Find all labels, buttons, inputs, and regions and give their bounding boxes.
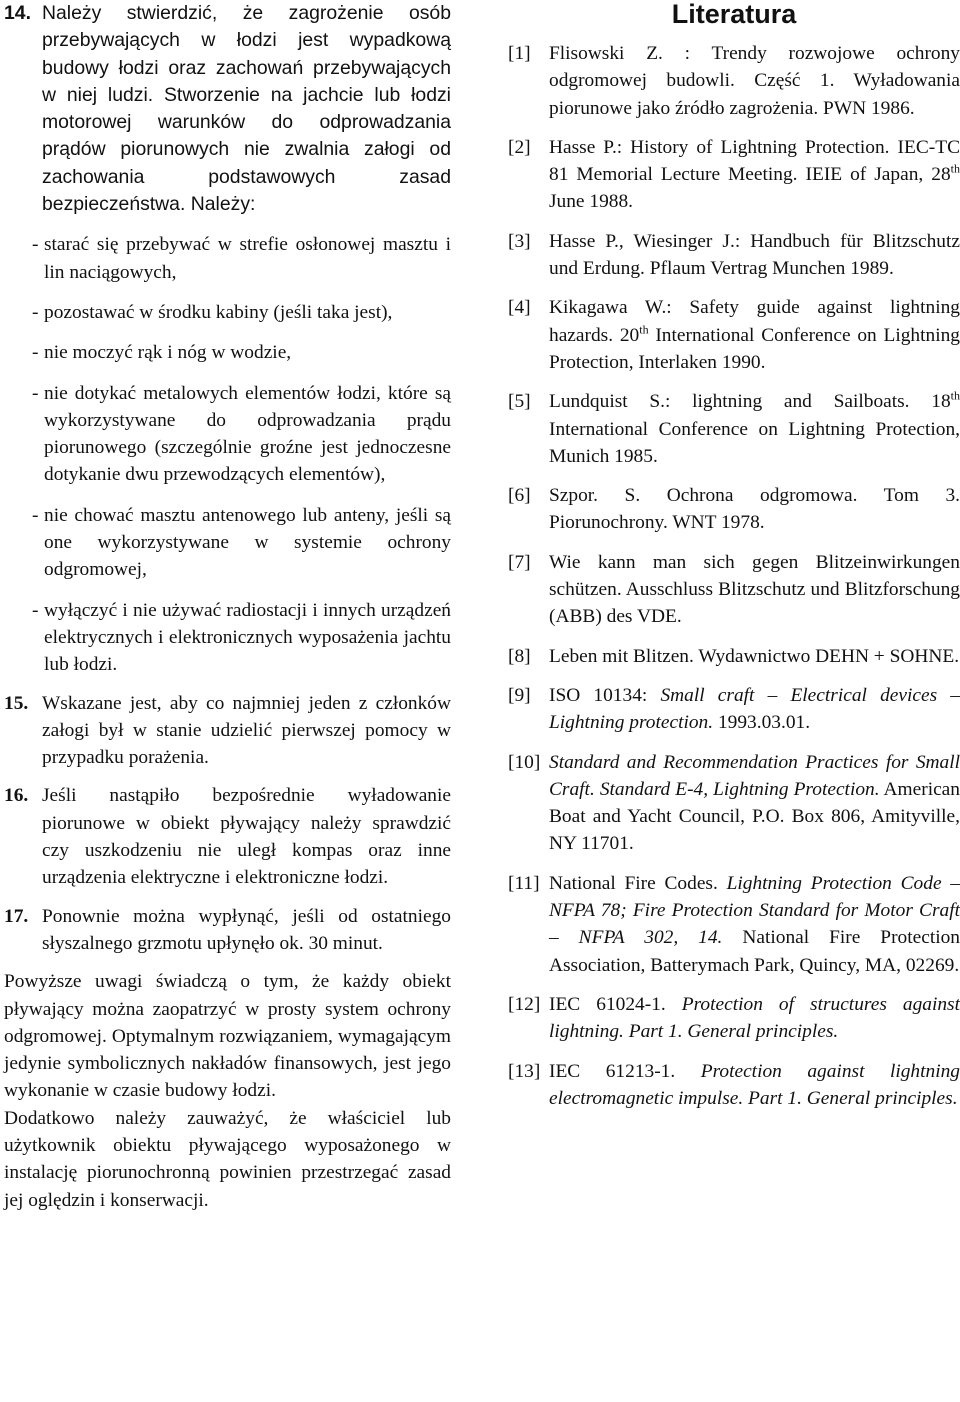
item-15: [4, 690, 451, 772]
bullet-dash: -: [32, 382, 39, 404]
reference-number: [3]: [508, 230, 531, 252]
reference-item: [508, 294, 960, 376]
reference-item: [508, 870, 960, 979]
reference-sup: th: [639, 322, 649, 337]
bullet-list: [4, 231, 451, 678]
reference-sup: th: [950, 388, 960, 403]
reference-text: [549, 228, 960, 283]
reference-text: [549, 749, 960, 858]
reference-number: [13]: [508, 1060, 541, 1082]
reference-number: [9]: [508, 684, 531, 706]
reference-item: [508, 749, 960, 858]
reference-text: Flisowski Z. : Trendy rozwojowe ochrony odgromowej budowli. Część 1. Wyładowania piorunowe jako źródło zagrożenia. PWN 1986.: [549, 43, 960, 119]
item-15-text: Wskazane jest, aby co najmniej jeden z członków załogi był w stanie udzielić pierwszej pomocy w przypadku porażenia.: [42, 692, 451, 769]
reference-italic: Protection against lightning electromagnetic impulse. Part 1. General principles.: [549, 1060, 960, 1109]
reference-text: IEC 61024-1.: [549, 993, 682, 1015]
reference-text: [549, 682, 960, 737]
reference-item: [508, 1058, 960, 1113]
reference-text: [549, 870, 960, 979]
paragraph-summary: Powyższe uwagi świadczą o tym, że każdy obiekt pływający można zaopatrzyć w prosty system ochrony odgromowej. Optymalnym rozwiązaniem, wymagającym jedynie symbolicznych nakładów finansowych, jest jego wykonanie w czasie budowy łodzi.: [4, 971, 451, 1102]
bullet-item: [4, 231, 451, 286]
item-15-number: 15.: [4, 692, 29, 714]
bullet-dash: -: [32, 234, 39, 256]
reference-item: [508, 40, 960, 122]
reference-text: [549, 991, 960, 1046]
reference-text: [549, 643, 960, 670]
reference-text-after: International Conference on Lightning Protection, Interlaken 1990.: [549, 324, 960, 373]
reference-italic: Small craft – Electrical devices – Lightning protection.: [549, 684, 960, 734]
reference-text: IEC 61213-1.: [549, 1060, 701, 1082]
reference-italic: Protection of structures against lightning. Part 1. General principles.: [549, 993, 960, 1043]
item-17: [4, 903, 451, 958]
reference-text: Leben mit Blitzen. Wydawnictwo DEHN + SOHNE.: [549, 645, 960, 667]
reference-number: [5]: [508, 391, 531, 413]
bullet-item: [4, 597, 451, 679]
bullet-dash: -: [32, 504, 39, 526]
bullet-text: nie chować masztu antenowego lub anteny, jeśli są one wykorzystywane w systemie ochrony odgromowej,: [44, 504, 451, 581]
item-14-number: 14.: [4, 2, 31, 24]
reference-text-after: International Conference on Lightning Protection, Munich 1985.: [549, 418, 960, 467]
reference-number: [2]: [508, 136, 531, 158]
reference-text-after: 1993.03.01.: [713, 712, 811, 734]
reference-text: ISO 10134:: [549, 684, 661, 706]
reference-number: [6]: [508, 485, 531, 507]
reference-number: [4]: [508, 297, 531, 319]
reference-text: [549, 40, 960, 122]
reference-item: [508, 134, 960, 216]
reference-item: [508, 388, 960, 470]
reference-text: Hasse P.: History of Lightning Protection. IEC-TC 81 Memorial Lecture Meeting. IEIE of Japan, 28: [549, 136, 960, 186]
reference-item: [508, 482, 960, 537]
bullet-text: nie dotykać metalowych elementów łodzi, które są wykorzystywane do odprowadzania prądu piorunowego (szczególnie groźne jest jednoczesne dotykanie dwu przewodzących elementów),: [44, 382, 451, 486]
reference-italic: Lightning Protection Code – NFPA 78; Fire Protection Standard for Motor Craft – NFPA 302, 14.: [549, 872, 960, 949]
reference-text: [549, 388, 960, 470]
reference-text: National Fire Codes.: [549, 872, 727, 894]
right-column: [508, 0, 960, 1112]
reference-number: [7]: [508, 551, 531, 573]
reference-item: [508, 643, 960, 670]
reference-text: Lundquist S.: lightning and Sailboats. 18: [549, 391, 951, 413]
reference-item: [508, 682, 960, 737]
reference-text: [549, 134, 960, 216]
reference-text-after: National Fire Protection Association, Batterymach Park, Quincy, MA, 02269.: [549, 927, 960, 976]
item-16: [4, 782, 451, 891]
reference-number: [1]: [508, 43, 531, 64]
reference-text: [549, 482, 960, 537]
reference-sup: th: [950, 161, 960, 176]
reference-item: [508, 549, 960, 631]
left-column: [4, 0, 451, 1214]
reference-list: [508, 40, 960, 1112]
reference-number: [12]: [508, 993, 541, 1015]
bullet-dash: -: [32, 342, 39, 364]
item-16-text: Jeśli nastąpiło bezpośrednie wyładowanie piorunowe w obiekt pływający należy sprawdzić czy uszkodzeniu nie uległ kompas oraz inne urządzenia elektryczne i elektroniczne łodzi.: [42, 785, 451, 889]
reference-text: Hasse P., Wiesinger J.: Handbuch für Blitzschutz und Erdung. Pflaum Vertrag Munchen 1989.: [549, 230, 960, 280]
reference-number: [10]: [508, 751, 541, 773]
item-17-number: 17.: [4, 905, 29, 927]
reference-number: [8]: [508, 645, 531, 667]
reference-text-after: American Boat and Yacht Council, P.O. Box 806, Amityville, NY 11701.: [549, 778, 960, 855]
item-14-text: Należy stwierdzić, że zagrożenie osób przebywających w łodzi jest wypadkową budowy łodzi oraz zachowań przebywających w niej ludzi. Stworzenie na jachcie lub łodzi motorowej warunków do odprowadzania prądów piorunowych nie zwalnia załogi od zachowania podstawowych zasad bezpieczeństwa. Należy:: [42, 2, 451, 216]
paragraph-additional: Dodatkowo należy zauważyć, że właściciel lub użytkownik obiektu pływającego wyposażonego w instalację piorunochronną powinien przestrzegać zasad jej oględzin i konserwacji.: [4, 1107, 451, 1211]
reference-text: Wie kann man sich gegen Blitzeinwirkungen schützen. Ausschluss Blitzschutz und Blitzforschung (ABB) des VDE.: [549, 551, 960, 628]
reference-text: [549, 294, 960, 376]
bullet-text: starać się przebywać w strefie osłonowej masztu i lin naciągowych,: [44, 234, 451, 283]
reference-item: [508, 228, 960, 283]
reference-text-after: June 1988.: [549, 191, 634, 213]
reference-italic: Standard and Recommendation Practices for Small Craft. Standard E-4, Lightning Protection.: [549, 751, 960, 800]
reference-text: Szpor. S. Ochrona odgromowa. Tom 3. Piorunochrony. WNT 1978.: [549, 485, 960, 534]
bullet-dash: -: [32, 599, 39, 621]
bullet-text: pozostawać w środku kabiny (jeśli taka jest),: [44, 301, 393, 323]
item-17-text: Ponownie można wypłynąć, jeśli od ostatniego słyszalnego grzmotu upłynęło ok. 30 minut.: [42, 905, 451, 954]
item-16-number: 16.: [4, 785, 29, 807]
bullet-item: [4, 299, 451, 326]
bullet-item: [4, 339, 451, 366]
reference-text: [549, 549, 960, 631]
item-14: [4, 0, 451, 218]
bullet-item: [4, 502, 451, 584]
bullet-text: nie moczyć rąk i nóg w wodzie,: [44, 342, 292, 364]
reference-number: [11]: [508, 872, 540, 894]
reference-item: [508, 991, 960, 1046]
bullet-item: [4, 380, 451, 489]
reference-text: [549, 1058, 960, 1113]
bullet-text: wyłączyć i nie używać radiostacji i innych urządzeń elektrycznych i elektronicznych wyposażenia jachtu lub łodzi.: [44, 599, 451, 676]
bullet-dash: -: [32, 301, 39, 323]
reference-text: Kikagawa W.: Safety guide against lightning hazards. 20: [549, 297, 960, 346]
references-title: Literatura: [671, 0, 797, 29]
